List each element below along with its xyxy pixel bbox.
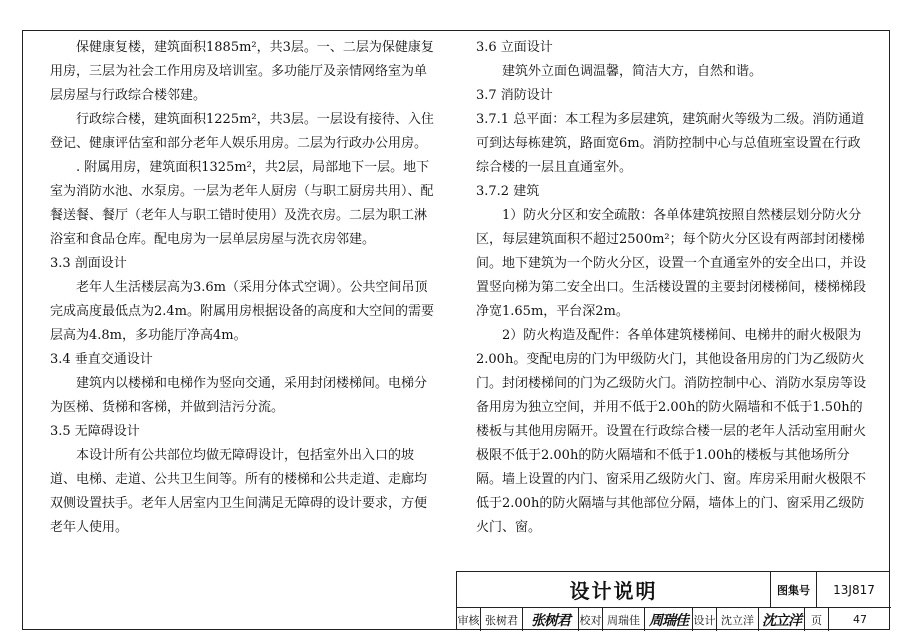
paragraph: 行政综合楼，建筑面积1225m²，共3层。一层设有接待、入住登记、健康评估室和部分老年人娱乐用房。二层为行政办公用房。	[50, 112, 434, 151]
design-label: 设计	[693, 608, 717, 631]
section-heading: 3.5 无障碍设计	[50, 424, 140, 439]
paragraph: 2）防火构造及配件：各单体建筑楼梯间、电梯井的耐火极限为2.00h。变配电房的门为甲级防火门，其他设备用房的门为乙级防火门。封闭楼梯间的门为乙级防火门。消防控制中心、消防水泵房等设备用房为独立空间，并用不低于2.00h的防火隔墙和不低于1.50h的楼板与其他用房隔开。设置在行政综合楼一层的老年人活动室用耐火极限不低于2.00h的防火隔墙和不低于1.00h的楼板与其他场所分隔。墙上设置的内门、窗采用乙级防火门、窗。库房采用耐火极限不低于2.00h的防火隔墙与其他部位分隔，墙体上的门、窗采用乙级防火门、窗。	[476, 328, 867, 535]
section-heading: 3.4 垂直交通设计	[50, 352, 153, 367]
section-heading: 3.7.2 建筑	[476, 184, 540, 199]
paragraph: . 附属用房，建筑面积1325m²，共2层，局部地下一层。地下室为消防水池、水泵房。一层为老年人厨房（与职工厨房共用）、配餐送餐、餐厅（老年人与职工错时使用）及洗衣房。二层为职工淋浴室和食品仓库。配电房为一层单层房屋与洗衣房邻建。	[50, 160, 434, 247]
check-label: 校对	[579, 608, 603, 631]
design-signature: 沈立洋	[759, 608, 805, 631]
section-heading: 3.7.1 总平面：本工程为多层建筑，建筑耐火等级为二级。消防通道可到达每栋建筑，路面宽6m。消防控制中心与总值班室设置在行政综合楼的一层且直通室外。	[476, 112, 865, 175]
page-label: 页	[805, 608, 829, 631]
review-name: 张树君	[481, 608, 523, 631]
paragraph: 建筑内以楼梯和电梯作为竖向交通，采用封闭楼梯间。电梯分为医梯、货梯和客梯，并做到洁污分流。	[50, 376, 428, 415]
left-text-column	[50, 36, 435, 540]
paragraph: 保健康复楼，建筑面积1885m²，共3层。一、二层为保健康复用房，三层为社会工作用房及培训室。多功能厅及亲情网络室为单层房屋与行政综合楼邻建。	[50, 40, 434, 103]
right-text-column	[476, 36, 871, 540]
section-heading: 3.3 剖面设计	[50, 256, 127, 271]
paragraph: 老年人生活楼层高为3.6m（采用分体式空调）。公共空间吊顶完成高度最低点为2.4m。附属用房根据设备的高度和大空间的需要层高为4.8m，多功能厅净高4m。	[50, 280, 435, 343]
review-label: 审核	[457, 608, 481, 631]
paragraph: 本设计所有公共部位均做无障碍设计，包括室外出入口的坡道、电梯、走道、公共卫生间等。所有的楼梯和公共走道、走廊均双侧设置扶手。老年人居室内卫生间满足无障碍的设计要求，方便老年人使用。	[50, 448, 428, 535]
atlas-number-label: 图集号	[771, 572, 817, 608]
drawing-title: 设计说明	[457, 572, 771, 608]
review-signature: 张树君	[523, 608, 579, 631]
section-heading: 3.7 消防设计	[476, 88, 553, 103]
atlas-number-value: 13J817	[817, 572, 891, 608]
section-heading: 3.6 立面设计	[476, 40, 553, 55]
page-number: 47	[853, 613, 867, 626]
check-signature: 周瑞佳	[645, 608, 693, 631]
title-block	[456, 571, 890, 630]
design-name: 沈立洋	[717, 608, 759, 631]
paragraph: 建筑外立面色调温馨，简洁大方，自然和谐。	[502, 64, 763, 79]
paragraph: 1）防火分区和安全疏散：各单体建筑按照自然楼层划分防火分区，每层建筑面积不超过2500m²；每个防火分区设有两部封闭楼梯间。地下建筑为一个防火分区，设置一个直通室外的安全出口，并设置竖向梯为第二安全出口。生活楼设置的主要封闭楼梯间，楼梯梯段净宽1.65m，平台深2m。	[476, 208, 867, 319]
check-name: 周瑞佳	[603, 608, 645, 631]
signature-row	[457, 608, 891, 631]
